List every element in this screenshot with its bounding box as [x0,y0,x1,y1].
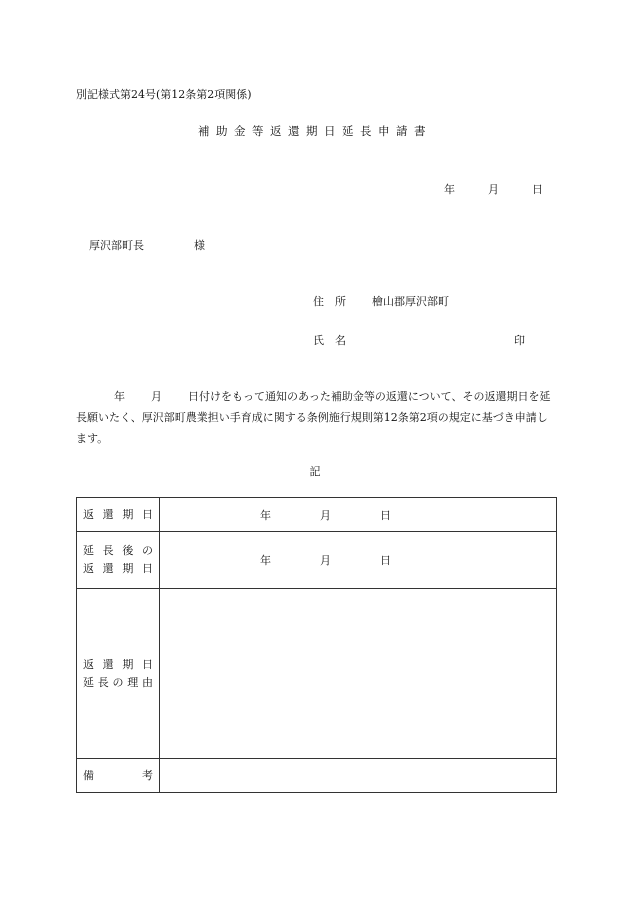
application-body [76,386,554,449]
remarks-label: 備 考 [83,768,153,782]
repayment-month-label: 月 [320,508,331,522]
extension-reason-label-line1: 返還期日 [83,657,153,671]
addressee-honorific: 様 [194,239,205,252]
repayment-date-label-cell [77,498,160,532]
addressee [89,237,205,253]
table-row [77,532,557,589]
date-year-label: 年 [444,183,455,196]
extension-reason-field[interactable] [160,589,557,759]
table-row [77,759,557,793]
extended-year-label: 年 [260,554,271,567]
repayment-year-label: 年 [260,508,271,522]
table-row [77,498,557,532]
address-label: 住 所 [313,295,346,308]
name-label: 氏 名 [313,334,346,347]
document-title: 補助金等返還期日延長申請書 [198,124,432,138]
extended-date-label-cell [77,532,160,589]
extension-reason-label-line2: 延長の理由 [83,675,153,689]
repayment-date-field[interactable] [160,498,557,532]
addressee-name: 厚沢部町長 [89,239,144,252]
application-date [444,181,543,197]
table-row [77,589,557,759]
form-number: 別記様式第24号(第12条第2項関係) [76,88,252,101]
extended-date-field[interactable] [160,532,557,589]
application-table [76,497,557,793]
extended-month-label: 月 [320,554,331,567]
date-month-label: 月 [488,183,499,196]
repayment-date-label: 返還期日 [83,507,153,521]
remarks-field[interactable] [160,759,557,793]
body-year-label: 年 [114,390,125,403]
body-month-label: 月 [151,390,162,403]
extended-date-label-line1: 延長後の [83,544,153,557]
remarks-label-cell [77,759,160,793]
seal-mark: 印 [514,334,525,347]
repayment-day-label: 日 [380,508,391,522]
extended-date-label-line2: 返還期日 [83,562,153,575]
ki-heading: 記 [309,465,321,478]
body-text: 日付けをもって通知のあった補助金等の返還について、その返還期日を延長願いたく、厚沢部町農業担い手育成に関する条例施行規則第12条第2項の規定に基づき申請します。 [76,390,551,445]
date-day-label: 日 [532,183,543,196]
address-value: 檜山郡厚沢部町 [372,295,449,308]
extension-reason-label-cell [77,589,160,759]
extended-day-label: 日 [380,554,391,567]
